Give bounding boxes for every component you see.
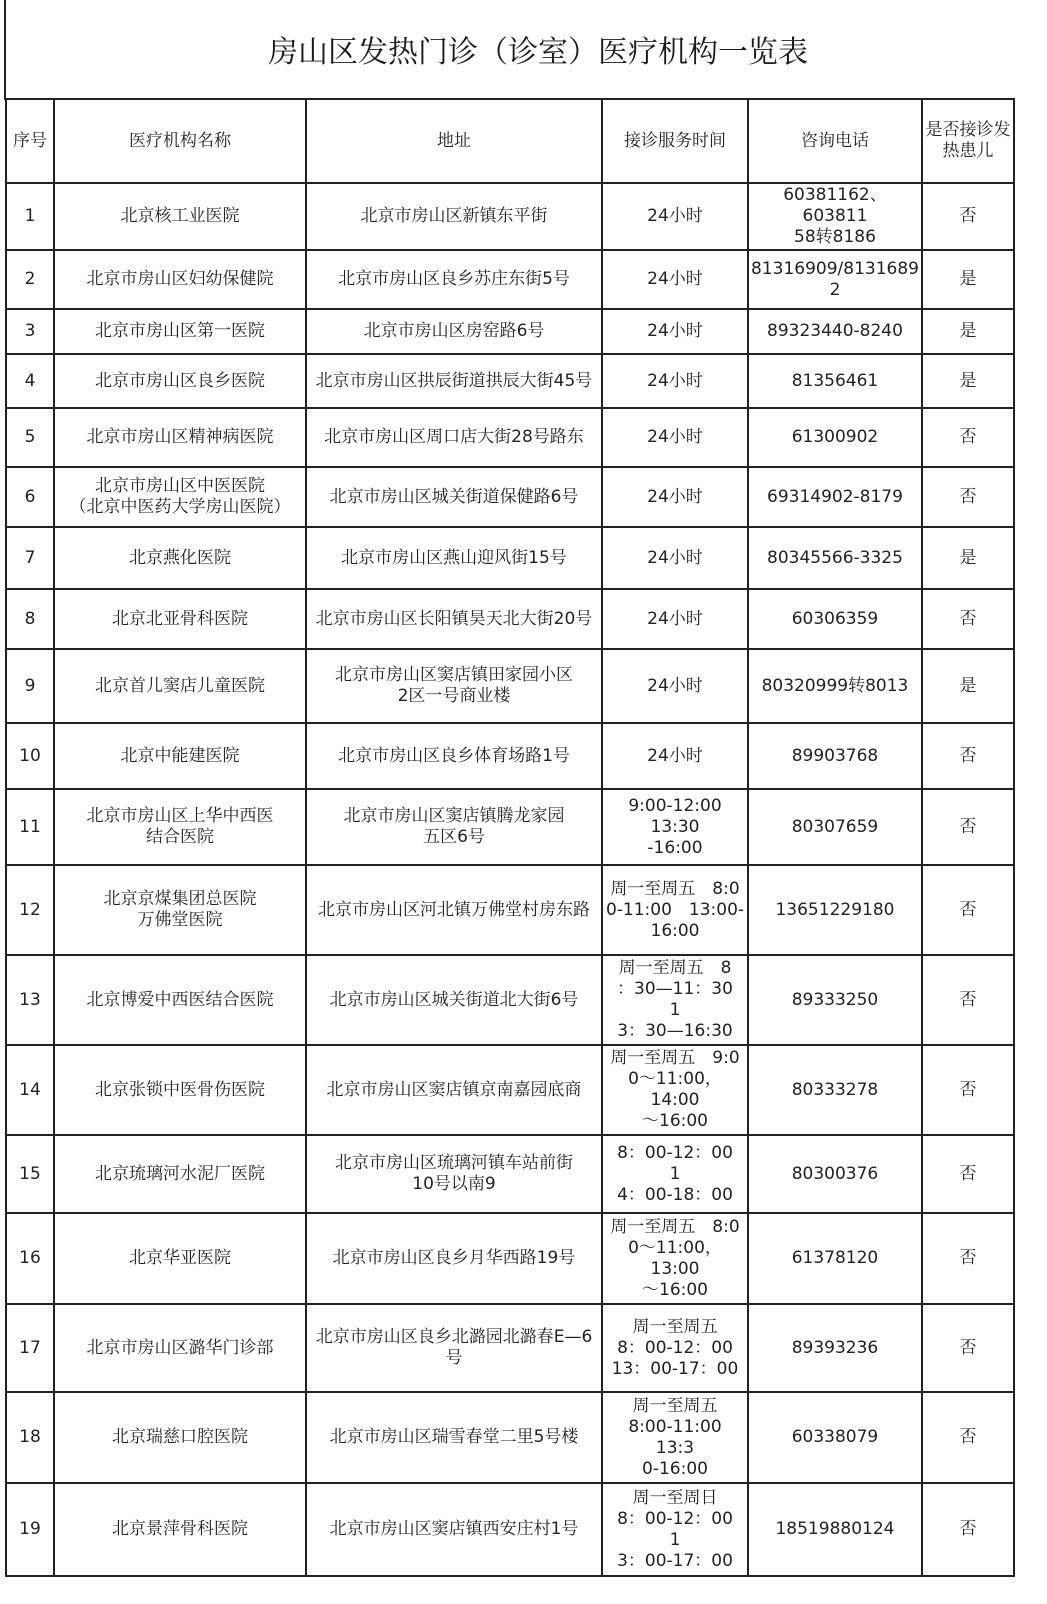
cell-address: 北京市房山区窦店镇京南嘉园底商: [306, 1045, 602, 1135]
table-row: [6, 589, 1014, 649]
cell-name: 北京市房山区良乡医院: [54, 354, 306, 408]
cell-child: 否: [922, 1483, 1014, 1576]
cell-address: 北京市房山区河北镇万佛堂村房东路: [306, 865, 602, 955]
cell-child: 是: [922, 309, 1014, 354]
header-name: 医疗机构名称: [54, 99, 306, 183]
cell-no: 3: [6, 309, 54, 354]
table-row: [6, 1392, 1014, 1483]
cell-phone: 80307659: [748, 789, 922, 865]
cell-address: 北京市房山区长阳镇昊天北大街20号: [306, 589, 602, 649]
cell-no: 8: [6, 589, 54, 649]
cell-phone: 69314902-8179: [748, 467, 922, 527]
cell-phone: 60381162、603811 58转8186: [748, 183, 922, 250]
cell-no: 14: [6, 1045, 54, 1135]
header-phone: 咨询电话: [748, 99, 922, 183]
cell-child: 否: [922, 183, 1014, 250]
table-row: [6, 1213, 1014, 1304]
table-row: [6, 789, 1014, 865]
cell-address: 北京市房山区良乡苏庄东街5号: [306, 250, 602, 309]
cell-hours: 周一至周日 8：00-12：00 1 3：00-17：00: [602, 1483, 748, 1576]
table-row: [6, 1135, 1014, 1213]
cell-name: 北京博爱中西医结合医院: [54, 955, 306, 1045]
table-row: [6, 1304, 1014, 1392]
cell-address: 北京市房山区良乡北潞园北潞春E—6号: [306, 1304, 602, 1392]
cell-hours: 24小时: [602, 408, 748, 467]
cell-address: 北京市房山区良乡月华西路19号: [306, 1213, 602, 1304]
cell-phone: 89393236: [748, 1304, 922, 1392]
cell-child: 是: [922, 354, 1014, 408]
cell-no: 1: [6, 183, 54, 250]
cell-no: 9: [6, 649, 54, 723]
cell-no: 5: [6, 408, 54, 467]
cell-name: 北京中能建医院: [54, 723, 306, 789]
cell-no: 12: [6, 865, 54, 955]
table-row: [6, 1483, 1014, 1576]
cell-address: 北京市房山区拱辰街道拱辰大街45号: [306, 354, 602, 408]
table-row: [6, 955, 1014, 1045]
cell-hours: 周一至周五 9:0 0～11:00，14:00 ～16:00: [602, 1045, 748, 1135]
table-row: [6, 649, 1014, 723]
cell-no: 17: [6, 1304, 54, 1392]
cell-phone: 80300376: [748, 1135, 922, 1213]
table-row: [6, 1045, 1014, 1135]
table-row: [6, 527, 1014, 589]
cell-name: 北京首儿窦店儿童医院: [54, 649, 306, 723]
cell-hours: 24小时: [602, 250, 748, 309]
title-cell: [5, 0, 1047, 98]
cell-hours: 周一至周五 8:0 0～11:00，13:00 ～16:00: [602, 1213, 748, 1304]
cell-name: 北京北亚骨科医院: [54, 589, 306, 649]
cell-phone: 13651229180: [748, 865, 922, 955]
cell-no: 19: [6, 1483, 54, 1576]
cell-address: 北京市房山区窦店镇田家园小区 2区一号商业楼: [306, 649, 602, 723]
cell-hours: 24小时: [602, 183, 748, 250]
cell-hours: 24小时: [602, 649, 748, 723]
cell-name: 北京市房山区精神病医院: [54, 408, 306, 467]
cell-child: 否: [922, 589, 1014, 649]
cell-hours: 8：00-12：00 1 4：00-18：00: [602, 1135, 748, 1213]
cell-child: 否: [922, 1045, 1014, 1135]
cell-phone: 81356461: [748, 354, 922, 408]
cell-no: 18: [6, 1392, 54, 1483]
cell-phone: 18519880124: [748, 1483, 922, 1576]
cell-phone: 80345566-3325: [748, 527, 922, 589]
cell-child: 是: [922, 250, 1014, 309]
cell-hours: 24小时: [602, 723, 748, 789]
cell-address: 北京市房山区良乡体育场路1号: [306, 723, 602, 789]
cell-phone: 89333250: [748, 955, 922, 1045]
header-child: 是否接诊发 热患儿: [922, 99, 1014, 183]
cell-name: 北京市房山区上华中西医 结合医院: [54, 789, 306, 865]
cell-hours: 周一至周五 8:0 0-11:00 13:00- 16:00: [602, 865, 748, 955]
cell-hours: 周一至周五 8:00-11:00 13:3 0-16:00: [602, 1392, 748, 1483]
cell-name: 北京燕化医院: [54, 527, 306, 589]
cell-name: 北京华亚医院: [54, 1213, 306, 1304]
header-row: [6, 99, 1014, 183]
cell-phone: 80333278: [748, 1045, 922, 1135]
cell-hours: 9:00-12:00 13:30 -16:00: [602, 789, 748, 865]
table-row: [6, 723, 1014, 789]
cell-hours: 24小时: [602, 527, 748, 589]
cell-no: 15: [6, 1135, 54, 1213]
header-no: 序号: [6, 99, 54, 183]
table-row: [6, 183, 1014, 250]
cell-phone: 60338079: [748, 1392, 922, 1483]
cell-name: 北京市房山区潞华门诊部: [54, 1304, 306, 1392]
cell-child: 是: [922, 649, 1014, 723]
cell-hours: 24小时: [602, 467, 748, 527]
cell-child: 否: [922, 1135, 1014, 1213]
cell-address: 北京市房山区瑞雪春堂二里5号楼: [306, 1392, 602, 1483]
table-row: [6, 408, 1014, 467]
cell-hours: 24小时: [602, 309, 748, 354]
cell-phone: 60306359: [748, 589, 922, 649]
cell-hours: 24小时: [602, 589, 748, 649]
table-row: [6, 865, 1014, 955]
cell-address: 北京市房山区周口店大街28号路东: [306, 408, 602, 467]
cell-name: 北京景萍骨科医院: [54, 1483, 306, 1576]
cell-no: 10: [6, 723, 54, 789]
cell-no: 6: [6, 467, 54, 527]
cell-name: 北京市房山区第一医院: [54, 309, 306, 354]
table-row: [6, 467, 1014, 527]
cell-phone: 61300902: [748, 408, 922, 467]
cell-address: 北京市房山区城关街道北大街6号: [306, 955, 602, 1045]
cell-hours: 周一至周五 8：00-12：00 13：00-17：00: [602, 1304, 748, 1392]
cell-no: 16: [6, 1213, 54, 1304]
cell-name: 北京瑞慈口腔医院: [54, 1392, 306, 1483]
cell-address: 北京市房山区燕山迎风街15号: [306, 527, 602, 589]
cell-phone: 80320999转8013: [748, 649, 922, 723]
cell-name: 北京京煤集团总医院 万佛堂医院: [54, 865, 306, 955]
header-address: 地址: [306, 99, 602, 183]
cell-address: 北京市房山区新镇东平街: [306, 183, 602, 250]
cell-name: 北京张锁中医骨伤医院: [54, 1045, 306, 1135]
cell-phone: 89903768: [748, 723, 922, 789]
cell-child: 否: [922, 1392, 1014, 1483]
cell-child: 是: [922, 527, 1014, 589]
cell-no: 11: [6, 789, 54, 865]
cell-child: 否: [922, 1213, 1014, 1304]
cell-child: 否: [922, 408, 1014, 467]
cell-hours: 24小时: [602, 354, 748, 408]
cell-child: 否: [922, 723, 1014, 789]
clinic-table: [5, 98, 1015, 1577]
cell-phone: 61378120: [748, 1213, 922, 1304]
cell-child: 否: [922, 467, 1014, 527]
cell-address: 北京市房山区窦店镇腾龙家园 五区6号: [306, 789, 602, 865]
page-title: 房山区发热门诊（诊室）医疗机构一览表: [268, 35, 808, 70]
table-row: [6, 250, 1014, 309]
cell-no: 4: [6, 354, 54, 408]
cell-name: 北京琉璃河水泥厂医院: [54, 1135, 306, 1213]
cell-address: 北京市房山区房窑路6号: [306, 309, 602, 354]
cell-no: 7: [6, 527, 54, 589]
table-row: [6, 309, 1014, 354]
cell-name: 北京核工业医院: [54, 183, 306, 250]
cell-child: 否: [922, 789, 1014, 865]
cell-no: 13: [6, 955, 54, 1045]
cell-hours: 周一至周五 8 ：30—11：30 1 3：30—16:30: [602, 955, 748, 1045]
cell-phone: 81316909/8131689 2: [748, 250, 922, 309]
cell-address: 北京市房山区窦店镇西安庄村1号: [306, 1483, 602, 1576]
cell-address: 北京市房山区城关街道保健路6号: [306, 467, 602, 527]
cell-phone: 89323440-8240: [748, 309, 922, 354]
cell-child: 否: [922, 955, 1014, 1045]
cell-child: 否: [922, 1304, 1014, 1392]
table-row: [6, 354, 1014, 408]
cell-child: 否: [922, 865, 1014, 955]
cell-address: 北京市房山区琉璃河镇车站前街 10号以南9: [306, 1135, 602, 1213]
cell-no: 2: [6, 250, 54, 309]
cell-name: 北京市房山区妇幼保健院: [54, 250, 306, 309]
cell-name: 北京市房山区中医医院 （北京中医药大学房山医院）: [54, 467, 306, 527]
header-hours: 接诊服务时间: [602, 99, 748, 183]
